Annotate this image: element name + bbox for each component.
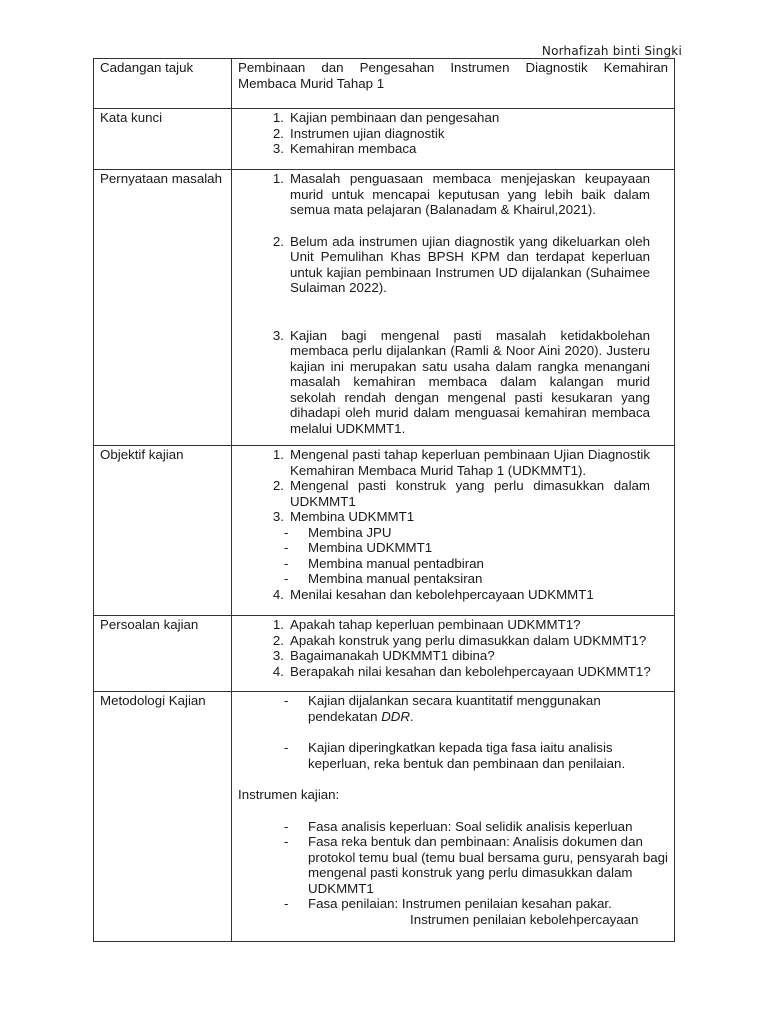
list-item [238,571,668,587]
dash-marker: - [284,896,289,911]
pernyataan-masalah-content [232,170,675,446]
list-item [238,896,668,912]
question-text: Apakah konstruk yang perlu dimasukkan dalam UDKMMT1? [290,632,647,648]
kata-kunci-content [232,109,675,170]
method-approach-emphasis: DDR [381,708,411,724]
keyword-text: Instrumen ujian diagnostik [290,125,445,141]
list-item [238,664,668,680]
dash-marker: - [284,524,289,540]
metodologi-content [232,692,675,942]
sub-item-text: Membina manual pentadbiran [308,555,484,571]
row-persoalan-kajian [94,616,675,692]
list-item [238,834,668,896]
label-objektif-kajian: Objektif kajian [94,446,232,616]
proposal-table [93,58,675,942]
objective-text: Membina UDKMMT1 [290,509,415,524]
row-metodologi-kajian [94,692,675,942]
row-pernyataan-masalah [94,170,675,446]
list-number: 2. [272,478,284,493]
list-item [238,110,668,126]
list-item [238,819,668,835]
list-number: 1. [272,110,284,125]
list-item [238,633,668,649]
list-item [238,587,668,603]
objective-text: Mengenal pasti konstruk yang perlu dimasukkan dalam UDKMMT1 [290,478,650,509]
keyword-text: Kemahiran membaca [290,141,417,156]
list-number: 2. [272,632,284,648]
list-item [238,141,668,157]
phase-text: Fasa reka bentuk dan pembinaan: Analisis dokumen dan protokol temu bual (temu bual bersama guru, pensyarah bagi mengenal pasti konstruk yang perlu dimasukkan dalam UDKMMT1 [308,834,668,896]
label-pernyataan-masalah: Pernyataan masalah [94,170,232,446]
list-number: 2. [272,233,284,249]
dash-marker: - [284,571,289,586]
list-item [238,556,668,572]
method-text-part: . [410,708,414,724]
list-number: 3. [272,648,284,663]
phase-text: Fasa analisis keperluan: Soal selidik analisis keperluan [308,818,633,834]
list-item [238,447,668,478]
list-number: 2. [272,125,284,141]
row-kata-kunci [94,109,675,170]
list-item [238,234,668,296]
list-item [238,693,668,724]
phase-extra-text: Instrumen penilaian kebolehpercayaan [410,911,639,927]
objektif-content [232,446,675,616]
question-text: Bagaimanakah UDKMMT1 dibina? [290,648,495,663]
instrument-list [238,819,668,912]
dash-marker: - [284,834,289,849]
problem-text: Masalah penguasaan membaca menjejaskan keupayaan murid untuk mencapai keputusan yang lebih baik dalam semua mata pelajaran (Balanadam & Khairul,2021). [290,171,650,217]
list-item [238,525,668,541]
list-item [238,740,668,771]
objective-list [238,447,668,525]
method-text [308,693,668,724]
title-proposal-text: Pembinaan dan Pengesahan Instrumen Diagnostik Kemahiran Membaca Murid Tahap 1 [232,59,675,109]
persoalan-content [232,616,675,692]
sub-item-text: Membina JPU [308,524,392,540]
list-number: 3. [272,327,284,343]
keyword-list [238,110,668,157]
label-cadangan-tajuk: Cadangan tajuk [94,59,232,109]
list-number: 1. [272,171,284,186]
objective-list-cont [238,587,668,603]
list-number: 1. [272,447,284,462]
keyword-text: Kajian pembinaan dan pengesahan [290,110,500,125]
objective-sublist [238,525,668,587]
objective-text: Menilai kesahan dan kebolehpercayaan UDKMMT1 [290,586,594,602]
list-item [238,126,668,142]
list-number: 4. [272,663,284,679]
list-item [238,478,668,509]
question-list [238,617,668,679]
label-metodologi-kajian: Metodologi Kajian [94,692,232,942]
method-text: Kajian diperingkatkan kepada tiga fasa iaitu analisis keperluan, reka bentuk dan pembinaan dan penilaian. [308,740,626,771]
problem-text: Belum ada instrumen ujian diagnostik yang dikeluarkan oleh Unit Pemulihan Khas BPSH KPM dan terdapat keperluan untuk kajian pembinaan Instrumen UD dijalankan (Suhaimee Sulaiman 2022). [290,233,650,295]
list-item [238,509,668,525]
label-persoalan-kajian: Persoalan kajian [94,616,232,692]
list-item [238,171,668,218]
dash-marker: - [284,555,289,571]
problem-list [238,171,668,436]
row-cadangan-tajuk [94,59,675,109]
problem-text: Kajian bagi mengenal pasti masalah ketidakbolehan membaca perlu dijalankan (Ramli & Noor Aini 2020). Justeru kajian ini merupakan satu usaha dalam rangka menangani masalah kemahiran membaca dalam kalangan murid sekolah rendah dengan mengenal pasti kesukaran yang dihadapi oleh murid dalam menguasai kemahiran membaca melalui UDKMMT1. [290,327,650,436]
list-item [238,648,668,664]
instrumen-heading: Instrumen kajian: [238,787,340,802]
dash-marker: - [284,818,289,834]
author-name: Norhafizah binti Singki [541,44,682,58]
list-item [238,328,668,437]
list-number: 3. [272,509,284,524]
list-item [238,540,668,556]
list-item [238,617,668,633]
question-text: Apakah tahap keperluan pembinaan UDKMMT1? [290,617,581,632]
method-text-part: Kajian dijalankan secara kuantitatif menggunakan pendekatan [308,693,601,724]
objective-text: Mengenal pasti tahap keperluan pembinaan Ujian Diagnostik Kemahiran Membaca Murid Tahap 1 (UDKMMT1). [290,447,650,478]
method-list [238,693,668,771]
question-text: Berapakah nilai kesahan dan kebolehpercayaan UDKMMT1? [290,663,651,679]
sub-item-text: Membina manual pentaksiran [308,571,483,586]
dash-marker: - [284,540,289,555]
dash-marker: - [284,693,289,708]
row-objektif-kajian [94,446,675,616]
list-number: 1. [272,617,284,632]
dash-marker: - [284,740,289,755]
sub-item-text: Membina UDKMMT1 [308,540,433,555]
list-number: 3. [272,141,284,156]
phase-text: Fasa penilaian: Instrumen penilaian kesahan pakar. [308,896,612,911]
label-kata-kunci: Kata kunci [94,109,232,170]
list-number: 4. [272,586,284,602]
